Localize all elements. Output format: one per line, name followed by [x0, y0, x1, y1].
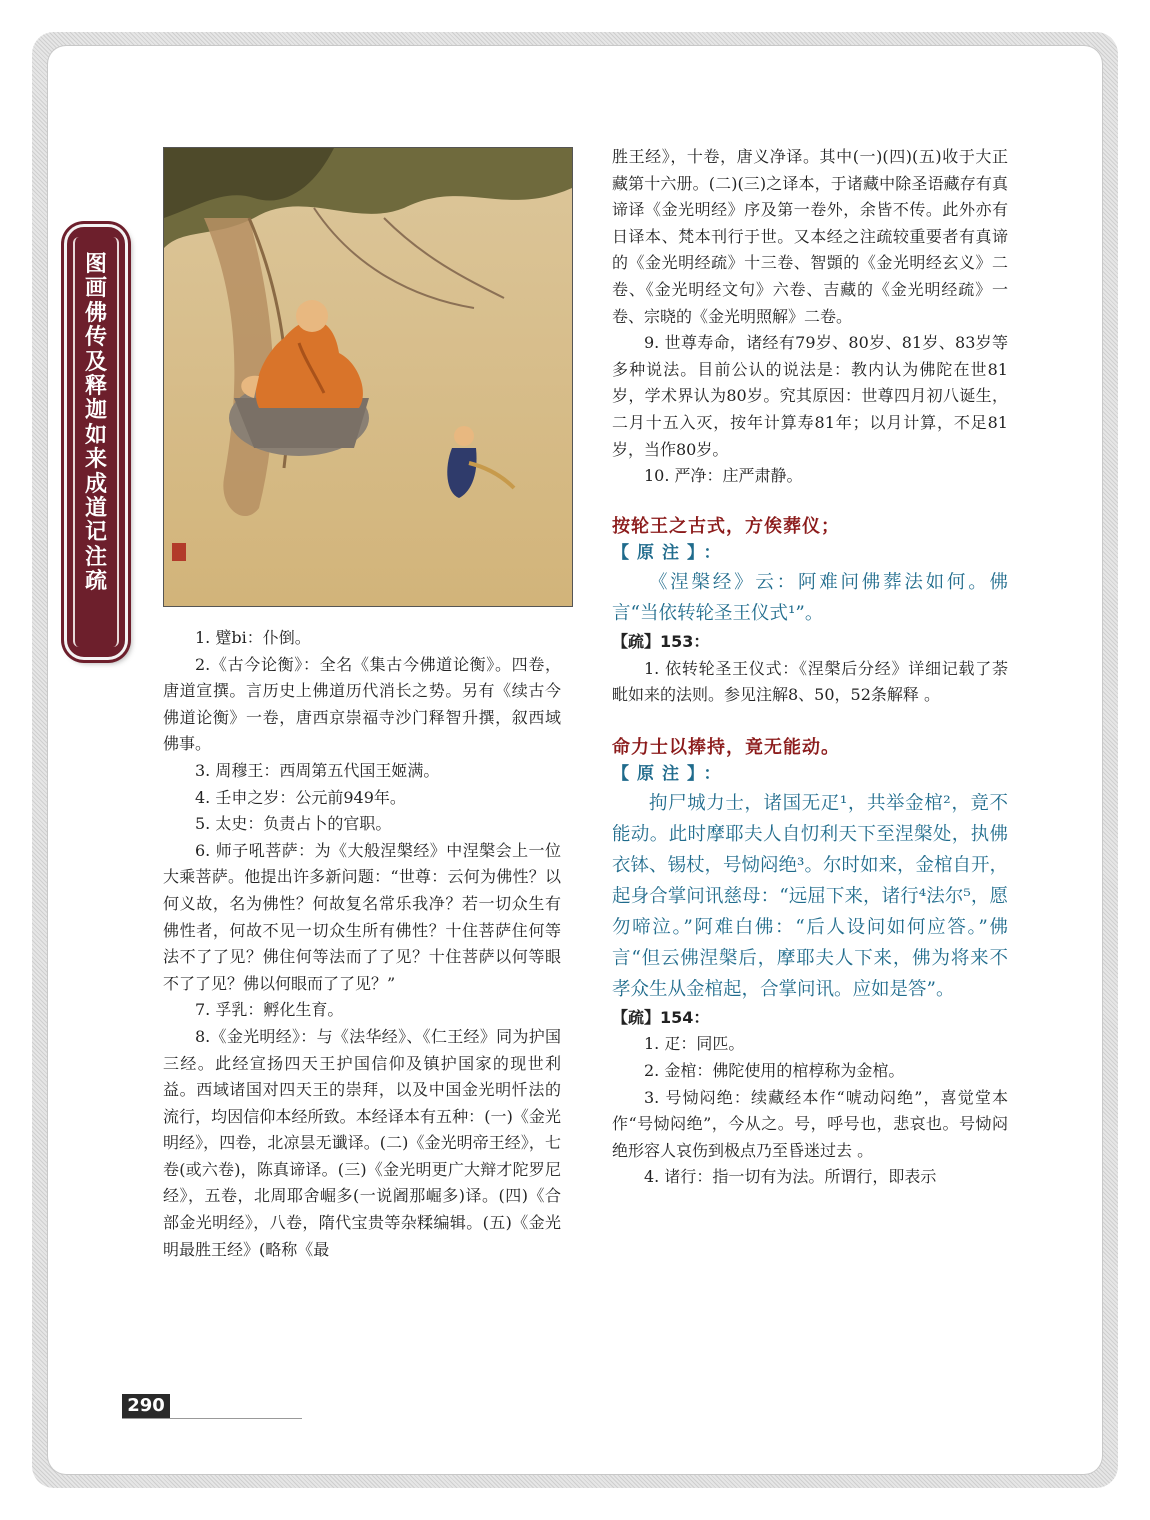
- note-item: 4. 壬申之岁：公元前949年。: [195, 787, 406, 807]
- original-note-label: 【原注】：: [612, 764, 729, 785]
- original-note-text: 《涅槃经》云：阿难问佛葬法如何。佛言“当依转轮圣王仪式¹”。: [612, 571, 1008, 624]
- section-heading: 命力士以捧持，竟无能动。: [612, 736, 840, 758]
- note-item: 4. 诸行：指一切有为法。所谓行，即表示: [644, 1167, 937, 1187]
- note-item: 9. 世尊寿命，诸经有79岁、80岁、81岁、83岁等多种说法。目前公认的说法是：教内认为佛陀在世81岁，学术界认为80岁。究其原因：世尊四月初八诞生，二月十五入灭，按年计算寿81年；以月计算，不足81岁，当作80岁。: [612, 333, 1008, 459]
- book-title: 图画佛传及释迦如来成道记注疏: [84, 252, 107, 595]
- commentary-label: 【疏】153：: [612, 631, 710, 651]
- note-item: 10. 严净：庄严肃静。: [644, 466, 803, 486]
- page-number-rule: [122, 1418, 302, 1419]
- commentary-label: 【疏】154：: [612, 1007, 710, 1027]
- side-title-tab: [64, 224, 128, 660]
- note-item: 6. 师子吼菩萨：为《大般涅槃经》中涅槃会上一位大乘菩萨。他提出许多新问题：“世尊：云何为佛性？以何义故，名为佛性？何故复名常乐我净？若一切众生有佛性者，何故不见一切众生所有佛性？十住菩萨住何等法不了了见？佛住何等法而了了见？十住菩萨以何等眼不了了见？佛以何眼而了了见？”: [163, 840, 561, 993]
- right-column: [612, 144, 1008, 1191]
- page-number: 290: [122, 1394, 170, 1418]
- section-heading: 按轮王之古式，方俟葬仪；: [612, 515, 840, 537]
- continued-note: 胜王经》，十卷，唐义净译。其中(一)(四)(五)收于大正藏第十六册。(二)(三)之译本，于诸藏中除圣语藏存有真谛译《金光明经》序及第一卷外，余皆不传。此外亦有日译本、梵本刊行于世。又本经之注疏较重要者有真谛的《金光明经疏》十三卷、智顗的《金光明经玄义》二卷、《金光明经文句》六卷、吉藏的《金光明经疏》一卷、宗晓的《金光明照解》二卷。: [612, 147, 1008, 326]
- note-item: 1. 躄bi：仆倒。: [195, 628, 311, 647]
- note-item: 5. 太史：负责占卜的官职。: [195, 814, 392, 834]
- note-item: 2.《古今论衡》：全名《集古今佛道论衡》。四卷，唐道宣撰。言历史上佛道历代消长之势。另有《续古今佛道论衡》一卷，唐西京崇福寺沙门释智升撰，叙西域佛事。: [163, 654, 561, 754]
- note-item: 3. 号恸闷绝：续藏经本作“唬动闷绝”，喜觉堂本作“号恸闷绝”，今从之。号，呼号也，悲哀也。号恸闷绝形容人哀伤到极点乃至昏迷过去 。: [612, 1087, 1008, 1160]
- note-item: 2. 金棺：佛陀使用的棺椁称为金棺。: [644, 1061, 905, 1081]
- painting-image: [164, 148, 572, 606]
- left-column: [163, 625, 561, 1263]
- buddha-painting: [163, 147, 573, 607]
- note-item: 8.《金光明经》：与《法华经》、《仁王经》同为护国三经。此经宣扬四天王护国信仰及镇护国家的现世利益。西域诸国对四天王的崇拜，以及中国金光明忏法的流行，均因信仰本经所致。本经译本有五种：(一)《金光明经》，四卷，北凉昙无谶译。(二)《金光明帝王经》，七卷(或六卷)，陈真谛译。(三)《金光明更广大辩才陀罗尼经》，五卷，北周耶舍崛多(一说阇那崛多)译。(四)《合部金光明经》，八卷，隋代宝贵等杂糅编辑。(五)《金光明最胜王经》(略称《最: [163, 1026, 561, 1259]
- seal-mark: [172, 543, 186, 561]
- original-note-text: 拘尸城力士，诸国无疋¹，共举金棺²，竟不能动。此时摩耶夫人自忉利天下至涅槃处，执佛衣钵、锡杖，号恸闷绝³。尔时如来，金棺自开，起身合掌问讯慈母：“远屈下来，诸行⁴法尔⁵，愿勿啼泣。”阿难白佛：“后人设问如何应答。”佛言“但云佛涅槃后，摩耶夫人下来，佛为将来不孝众生从金棺起，合掌问讯。应如是答”。: [612, 792, 1008, 1000]
- note-item: 7. 孚乳：孵化生育。: [195, 1000, 344, 1020]
- note-item: 1. 疋：同匹。: [644, 1034, 745, 1054]
- original-note-label: 【原注】：: [612, 543, 729, 564]
- note-item: 3. 周穆王：西周第五代国王姬满。: [195, 760, 440, 780]
- note-item: 1. 依转轮圣王仪式：《涅槃后分经》详细记载了荼毗如来的法则。参见注解8、50，52条解释 。: [612, 658, 1008, 705]
